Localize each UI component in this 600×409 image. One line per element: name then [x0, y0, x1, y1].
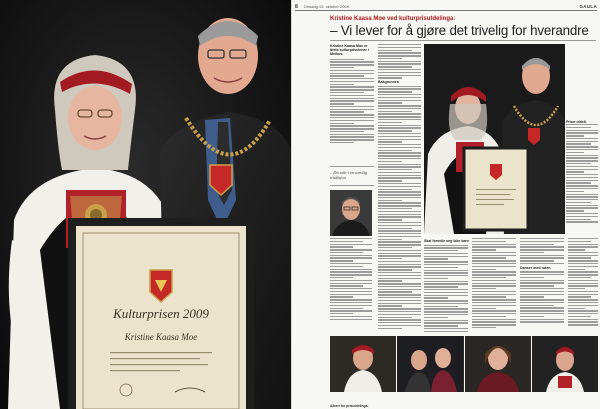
photo-caption-label: Priser utdelt.	[566, 120, 587, 124]
text-column-5	[520, 238, 564, 324]
subheading-3: Danser med ruten	[520, 265, 551, 270]
text-column-6	[568, 238, 598, 327]
portrait-photo	[330, 190, 372, 236]
strip-photo	[330, 336, 396, 392]
photo-strip	[330, 336, 598, 392]
diploma-title: Kulturprisen 2009	[113, 306, 209, 321]
headline-rule	[330, 40, 596, 41]
pull-quote	[330, 166, 374, 186]
subheading-1: Bakgrunnen	[378, 80, 399, 85]
pull-quote-text: – Du står i en utrolig tradisjon	[330, 170, 368, 180]
subheading-2: Skal forsvile seg ikke bare	[424, 239, 469, 243]
award-photo	[0, 0, 291, 409]
article-headline: – Vi lever for å gjøre det trivelig for hverandre	[330, 23, 589, 38]
article-kicker: Kristine Kaasa Moe ved kulturprisutdelinga:	[330, 16, 456, 22]
diploma-recipient: Kristine Kaasa Moe	[124, 332, 198, 342]
text-column-2	[378, 44, 421, 330]
newspaper-page	[291, 0, 600, 409]
edition-date: Onsdag 10. oktober 2009	[303, 4, 349, 9]
diploma-frame	[68, 218, 254, 409]
strip-photo	[465, 336, 531, 392]
text-column-1	[330, 44, 374, 145]
text-column-4	[472, 238, 516, 330]
text-column-3	[424, 238, 468, 334]
newspaper-name: GAULA	[579, 4, 597, 9]
strip-photo	[532, 336, 598, 392]
photo-strip-caption	[330, 394, 598, 408]
secondary-photo	[424, 44, 565, 234]
article-lead: Kristine Kaasa Moe er årets kulturprisvinner i Melhus.	[330, 44, 369, 57]
secondary-photo-caption	[566, 120, 598, 224]
strip-caption-label: Albert for prisutdelinga.	[330, 404, 369, 408]
portrait-caption	[330, 238, 372, 321]
page-folio	[295, 4, 597, 11]
award-photo-scene	[0, 0, 291, 409]
strip-photo	[397, 336, 463, 392]
page-number: 8	[295, 3, 298, 10]
